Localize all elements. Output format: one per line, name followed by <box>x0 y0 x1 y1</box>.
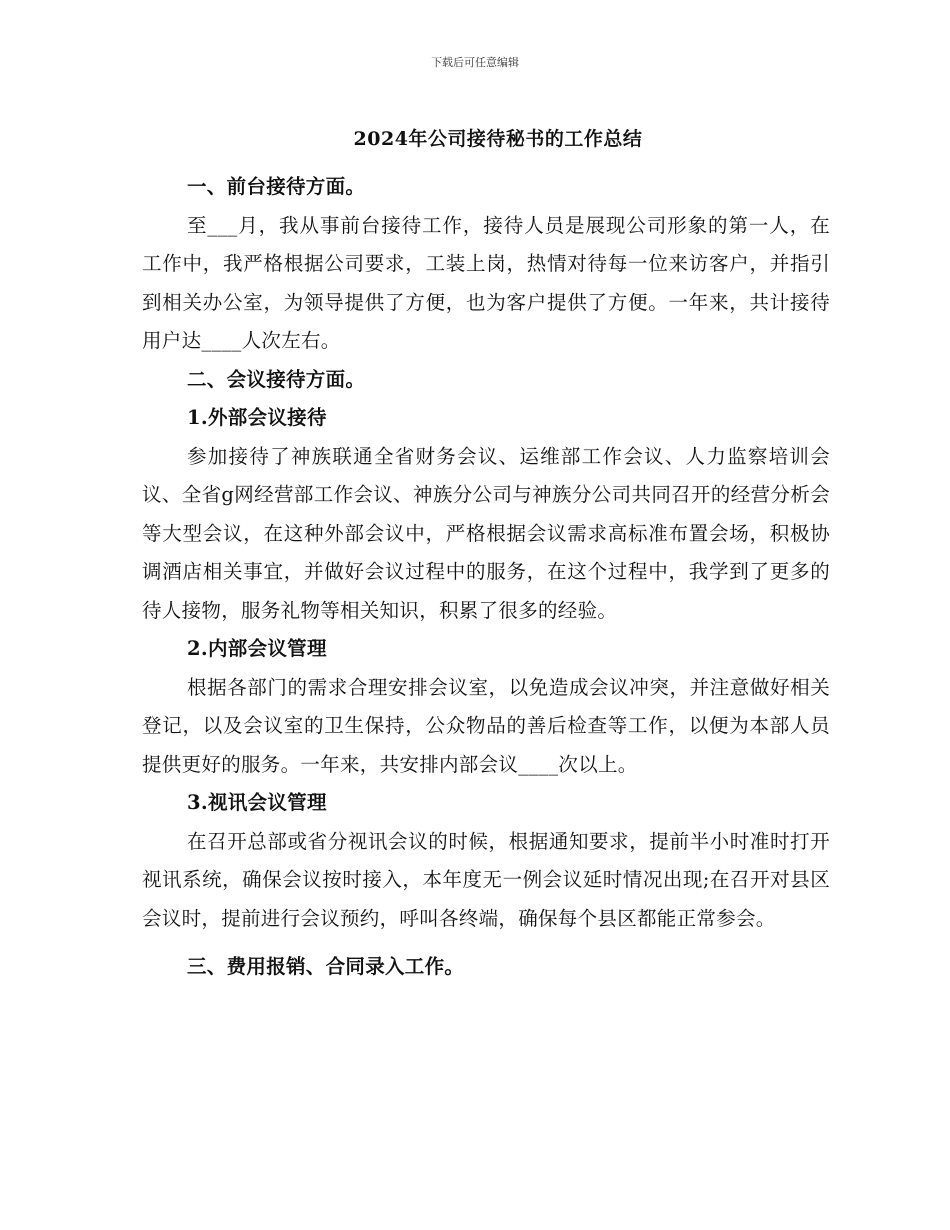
paragraph-internal-meetings: 根据各部门的需求合理安排会议室，以免造成会议冲突，并注意做好相关登记，以及会议室的卫生保持，公众物品的善后检查等工作，以便为本部人员提供更好的服务。一年来，共安排内部会议____次以上。 <box>142 675 830 776</box>
subheading-video-meetings: 3.视讯会议管理 <box>187 791 327 814</box>
document-body <box>142 168 830 987</box>
subheading-internal-meetings: 2.内部会议管理 <box>187 637 327 660</box>
paragraph-external-meetings: 参加接待了神族联通全省财务会议、运维部工作会议、人力监察培训会议、全省g网经营部工作会议、神族分公司与神族分公司共同召开的经营分析会等大型会议，在这种外部会议中，严格根据会议需求高标准布置会场，积极协调酒店相关事宜，并做好会议过程中的服务，在这个过程中，我学到了更多的待人接物，服务礼物等相关知识，积累了很多的经验。 <box>142 444 830 622</box>
section-heading-front-desk: 一、前台接待方面。 <box>187 175 366 198</box>
section-heading-expenses: 三、费用报销、合同录入工作。 <box>187 955 465 978</box>
section-heading-meetings: 二、会议接待方面。 <box>187 367 366 391</box>
document-title: 2024年公司接待秘书的工作总结 <box>353 128 643 150</box>
header-note: 下载后可任意编辑 <box>431 56 519 69</box>
paragraph-front-desk: 至___月，我从事前台接待工作，接待人员是展现公司形象的第一人，在工作中，我严格根据公司要求，工装上岗，热情对待每一位来访客户，并指引到相关办公室，为领导提供了方便，也为客户提供了方便。一年来，共计接待用户达____人次左右。 <box>142 213 830 352</box>
paragraph-video-meetings: 在召开总部或省分视讯会议的时候，根据通知要求，提前半小时准时打开视讯系统，确保会议按时接入，本年度无一例会议延时情况出现;在召开对县区会议时，提前进行会议预约，呼叫各终端，确保每个县区都能正常参会。 <box>142 829 830 930</box>
subheading-external-meetings: 1.外部会议接待 <box>187 406 327 429</box>
